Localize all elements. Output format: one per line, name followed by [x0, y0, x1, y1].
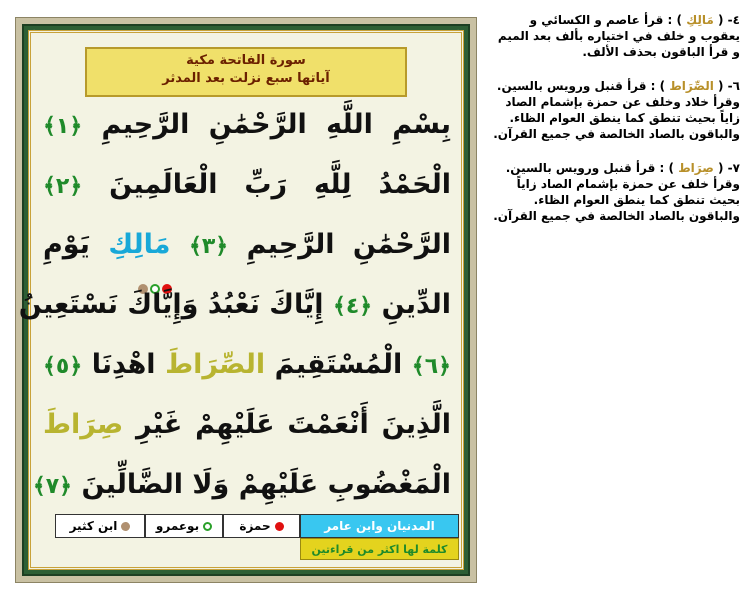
ayah-marker-icon: ﴿٢﴾ — [43, 174, 83, 199]
ayah-marker-icon: ﴿٥﴾ — [43, 354, 83, 379]
ayah-marker-icon: ﴿٦﴾ — [411, 354, 452, 379]
page-frame — [18, 24, 470, 576]
verse-text: بِسْمِ اللَّهِ الرَّحْمَٰنِ الرَّحِيمِ — [101, 109, 451, 140]
note-item: ٦- ( الصِّرَاط ) : قرأ قنبل ورويس بالسين. وقرأ خلاد وخلف عن حمزة بإشمام الصاد زاياً بحيث تنطق كما ينطق العوام الظاء. والباقون بالصاد الخالصة في جميع القرآن. — [493, 79, 740, 141]
verse-text: الْمَغْضُوبِ عَلَيْهِمْ وَلَا الضَّالِّينَ — [81, 469, 451, 500]
verse-text: اهْدِنَا — [91, 349, 156, 380]
legend-hamza: حمزة — [223, 514, 300, 538]
verse-line-2 — [43, 155, 451, 215]
legend-abu-amr: بوعمرو — [145, 514, 223, 538]
verse-line-1 — [43, 95, 451, 155]
surah-subtitle: آياتها سبع نزلت بعد المدثر — [162, 71, 330, 86]
verse-text: الْحَمْدُ لِلَّهِ رَبِّ الْعَالَمِينَ — [109, 169, 451, 200]
verse-line-3 — [43, 215, 451, 275]
ayah-marker-icon: ﴿١﴾ — [43, 114, 83, 139]
legend-multi-reading: كلمة لها اكثر من قراءتين — [300, 538, 459, 560]
reader-legend — [55, 514, 459, 562]
highlighted-word[interactable]: صِرَاطَ — [43, 409, 124, 440]
verse-text: الدِّينِ — [381, 289, 451, 320]
note-word: الصِّرَاط — [669, 79, 714, 93]
note-item: ٤- ( مَالِكِ ) : قرأ عاصم و الكسائي و يعقوب و خلف في اختياره بألف بعد الميم و قرأ الباقون بحذف الألف. — [497, 13, 740, 59]
brown-dot-icon — [121, 522, 130, 531]
note-word: صِرَاط — [678, 161, 714, 175]
verse-text: الرَّحْمَٰنِ الرَّحِيمِ — [246, 229, 451, 260]
verse-line-7 — [32, 455, 451, 515]
ayah-marker-icon: ﴿٧﴾ — [32, 474, 73, 499]
note-item: ٧- ( صِرَاط ) : قرأ قنبل ورويس بالسين. وقرأ خلف عن حمزة بإشمام الصاد زاياً بحيث تنطق كما ينطق العوام الظاء. والباقون بالصاد الخالصة في جميع القرآن. — [493, 161, 740, 223]
mushaf-page — [15, 17, 477, 583]
verse-text: يَوْمِ — [43, 229, 90, 260]
green-ring-icon — [203, 522, 212, 531]
verse-line-5 — [43, 335, 451, 395]
legend-ibn-kathir: ابن كثير — [55, 514, 145, 538]
page-inner — [18, 30, 464, 570]
notes-column — [490, 12, 740, 242]
legend-madani: المدنيان وابن عامر — [300, 514, 459, 538]
verse-line-6 — [43, 395, 451, 455]
verse-text: الْمُسْتَقِيمَ — [274, 349, 403, 380]
ayah-marker-icon: ﴿٤﴾ — [332, 294, 373, 319]
highlighted-word[interactable]: الصِّرَاطَ — [165, 349, 266, 380]
surah-title: سورة الفاتحة مكية — [186, 53, 306, 68]
verse-text: الَّذِينَ أَنْعَمْتَ عَلَيْهِمْ غَيْرِ — [136, 409, 452, 440]
verse-text: إِيَّاكَ نَعْبُدُ وَإِيَّاكَ نَسْتَعِينُ — [18, 289, 324, 320]
red-dot-icon — [275, 522, 284, 531]
highlighted-word[interactable]: مَالِكِ — [108, 229, 171, 260]
note-word: مَالِكِ — [686, 13, 714, 27]
ayah-marker-icon: ﴿٣﴾ — [188, 234, 229, 259]
surah-header — [85, 47, 407, 97]
verse-line-4 — [18, 275, 451, 335]
